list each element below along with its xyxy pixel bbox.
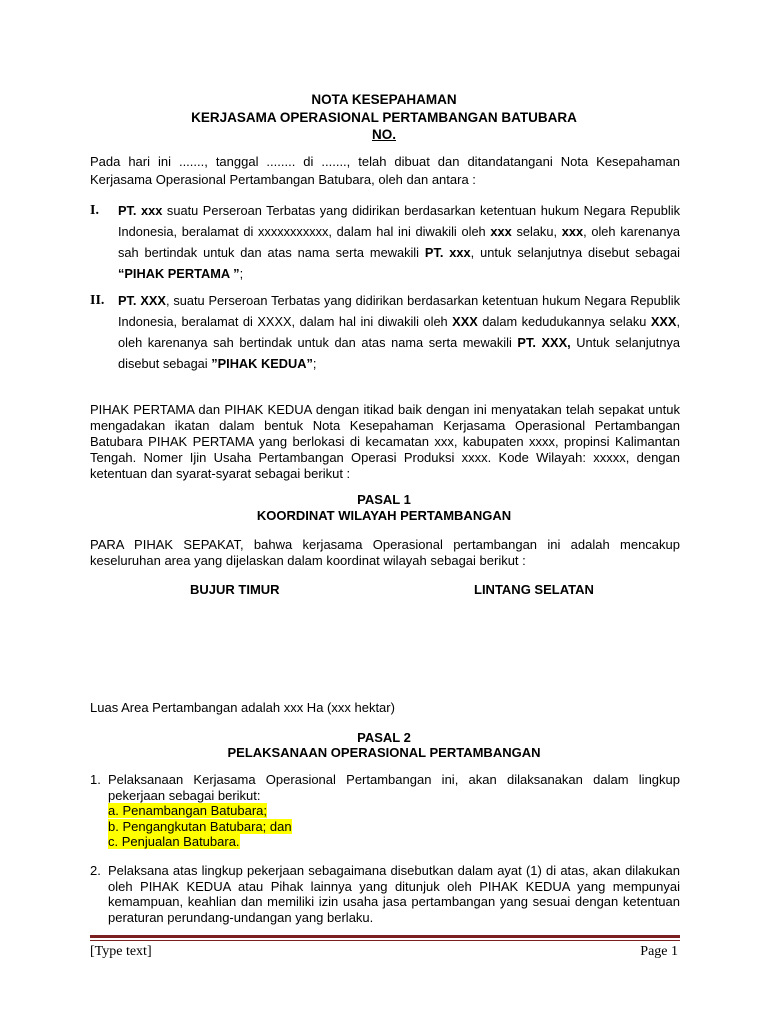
- footer-divider-thin: [90, 940, 680, 941]
- page-number: Page 1: [640, 944, 678, 959]
- list-item-text: [108, 772, 680, 850]
- party-bold-fragment: xxx: [561, 224, 584, 239]
- agreement-paragraph: PIHAK PERTAMA dan PIHAK KEDUA dengan itikad baik dengan ini menyatakan telah sepakat untuk mengadakan ikatan dalam bentuk Nota Kesepahaman Kerjasama Operasional Pertambangan Batubara PIHAK PERTAMA yang berlokasi di kecamatan xxx, kabupaten xxxx, propinsi Kalimantan Tengah. Nomer Ijin Usaha Pertambangan Operasi Produksi xxxx. Kode Wilayah: xxxxx, dengan ketentuan dan syarat-syarat sebagai berikut :: [90, 402, 680, 481]
- party-number: I.: [90, 203, 99, 218]
- coordinate-column-south-latitude: LINTANG SELATAN: [474, 582, 594, 597]
- party-name: PT. xxx: [118, 203, 163, 218]
- party-text-fragment: Untuk selanjutnya disebut sebagai: [118, 335, 680, 371]
- party-text-fragment: selaku,: [511, 224, 562, 239]
- intro-paragraph: Pada hari ini ......., tanggal ........ di ......., telah dibuat dan ditandatangani Nota Kesepahaman Kerjasama Operasional Pertambangan Batubara, oleh dan antara :: [90, 154, 680, 187]
- party-number: II.: [90, 293, 105, 308]
- party-text-fragment: , oleh karenanya sah bertindak untuk dan atas nama serta mewakili: [118, 224, 680, 260]
- coordinate-column-east-longitude: BUJUR TIMUR: [190, 582, 280, 597]
- party-bold-fragment: XXX: [452, 314, 478, 329]
- pasal-2-heading: PASAL 2: [357, 730, 411, 745]
- sub-item: [108, 803, 680, 819]
- party-text: [118, 290, 680, 374]
- document-number: NO.: [371, 127, 396, 142]
- party-bold-fragment: xxx: [490, 224, 512, 239]
- document-subtitle: KERJASAMA OPERASIONAL PERTAMBANGAN BATUBARA: [191, 110, 577, 125]
- party-text-fragment: , oleh karenanya sah bertindak untuk dan atas nama serta mewakili: [118, 314, 680, 350]
- party-name: PT. XXX: [118, 293, 166, 308]
- sub-item: [108, 834, 680, 850]
- list-item: [90, 863, 680, 925]
- list-number: 1.: [90, 772, 101, 787]
- list-item-body: Pelaksanaan Kerjasama Operasional Pertambangan ini, akan dilaksanakan dalam lingkup pekerjaan sebagai berikut:: [108, 772, 680, 803]
- party-bold-fragment: PT. xxx: [424, 245, 471, 260]
- highlighted-sub-item: a. Penambangan Batubara;: [108, 803, 268, 819]
- mining-area-statement: Luas Area Pertambangan adalah xxx Ha (xxx hektar): [90, 700, 395, 715]
- pasal-1-body: PARA PIHAK SEPAKAT, bahwa kerjasama Operasional pertambangan ini adalah mencakup keseluruhan area yang dijelaskan dalam koordinat wilayah sebagai berikut :: [90, 537, 680, 568]
- party-text-fragment: ;: [239, 266, 244, 281]
- party-second: [90, 290, 680, 374]
- footer-placeholder-text: [Type text]: [90, 944, 152, 959]
- party-text-fragment: , untuk selanjutnya disebut sebagai: [470, 245, 680, 260]
- party-text-fragment: , suatu Perseroan Terbatas yang didirikan berdasarkan ketentuan hukum Negara Republik Indonesia, beralamat di XXXX, dalam hal ini diwakili oleh: [118, 293, 680, 329]
- document-title: NOTA KESEPAHAMAN: [311, 92, 457, 107]
- pasal-1-heading: PASAL 1: [357, 492, 411, 507]
- highlighted-sub-item: b. Pengangkutan Batubara; dan: [108, 818, 292, 834]
- party-text-fragment: suatu Perseroan Terbatas yang didirikan berdasarkan ketentuan hukum Negara Republik Indonesia, beralamat di xxxxxxxxxxx, dalam hal ini diwakili oleh: [118, 203, 680, 239]
- party-bold-fragment: XXX: [650, 314, 677, 329]
- party-text-fragment: dalam kedudukannya selaku: [477, 314, 651, 329]
- party-text-fragment: ;: [312, 356, 317, 371]
- list-number: 2.: [90, 863, 101, 878]
- pasal-2-subheading: PELAKSANAAN OPERASIONAL PERTAMBANGAN: [227, 745, 541, 760]
- party-first: [90, 200, 680, 284]
- party-alias: ”PIHAK KEDUA”: [211, 356, 313, 371]
- party-bold-fragment: PT. XXX,: [517, 335, 571, 350]
- sub-item: [108, 819, 680, 835]
- list-item-text: Pelaksana atas lingkup pekerjaan sebagaimana disebutkan dalam ayat (1) di atas, akan dilakukan oleh PIHAK KEDUA atau Pihak lainnya yang ditunjuk oleh PIHAK KEDUA yang mempunyai kemampuan, keahlian dan memiliki izin usaha jasa pertambangan yang sesuai dengan ketentuan peraturan perundang-undangan yang berlaku.: [108, 863, 680, 925]
- highlighted-sub-item: c. Penjualan Batubara.: [108, 834, 240, 850]
- party-alias: “PIHAK PERTAMA ”: [118, 266, 240, 281]
- pasal-1-subheading: KOORDINAT WILAYAH PERTAMBANGAN: [256, 508, 512, 523]
- footer-divider: [90, 935, 680, 938]
- party-text: [118, 200, 680, 284]
- list-item: [90, 772, 680, 850]
